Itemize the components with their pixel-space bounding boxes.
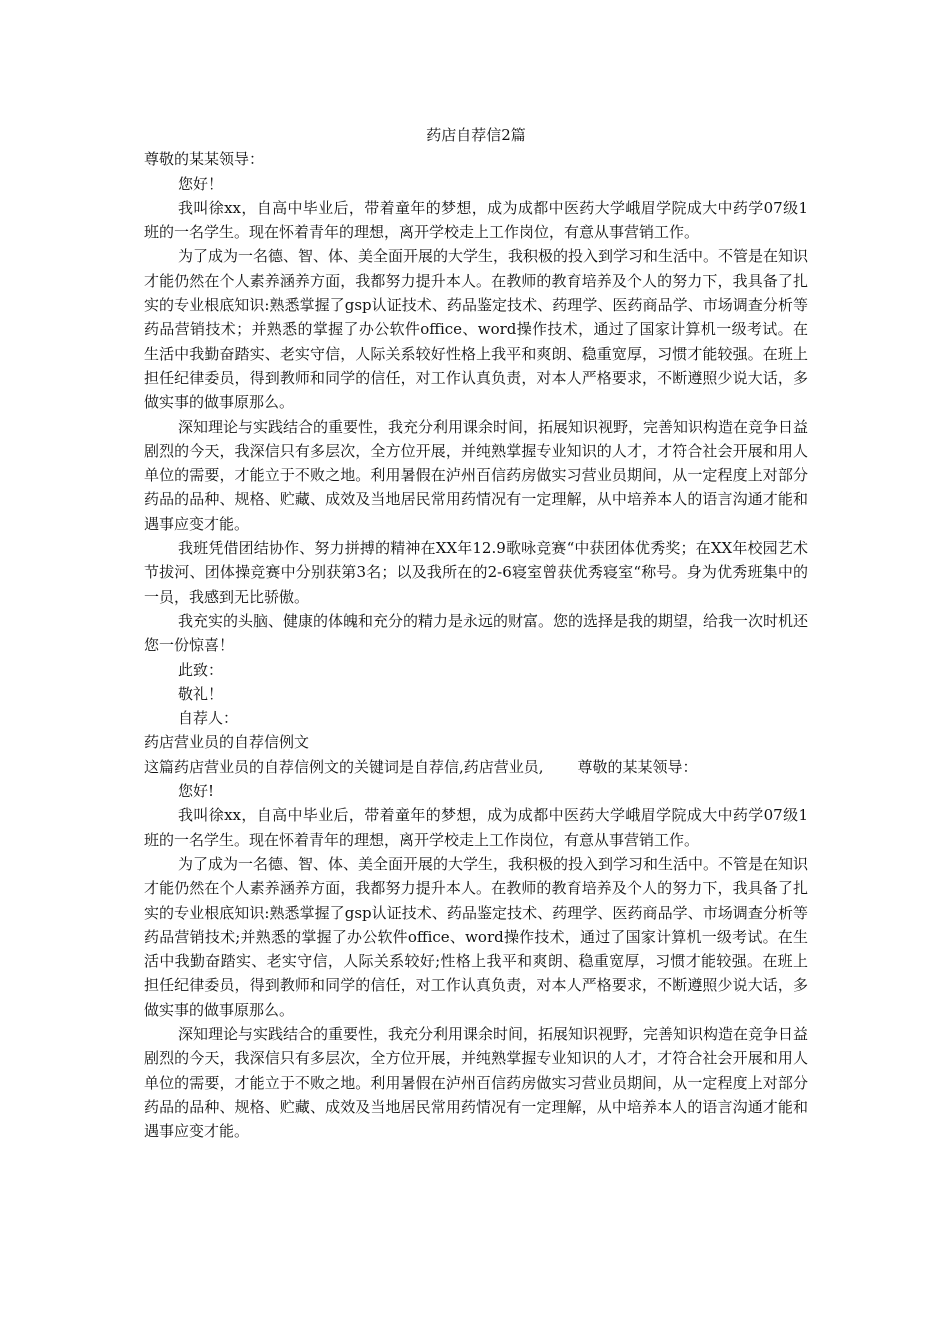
letter2-paragraph: 深知理论与实践结合的重要性，我充分利用课余时间，拓展知识视野，完善知识构造在竞争日益剧烈的今天，我深信只有多层次，全方位开展，并纯熟掌握专业知识的人才，才符合社会开展和用人单位的需要，才能立于不败之地。利用暑假在泸州百信药房做实习营业员期间，从一定程度上对部分药品的品种、规格、贮藏、成效及当地居民常用药情况有一定理解，从中培养本人的语言沟通才能和遇事应变才能。 [144,1024,809,1141]
letter1-paragraph: 我叫徐xx，自高中毕业后，带着童年的梦想，成为成都中医药大学峨眉学院成大中药学07级1班的一名学生。现在怀着青年的理想，离开学校走上工作岗位，有意从事营销工作。 [144,198,808,242]
letter2-keywords-line [144,755,808,779]
letter1-paragraph: 深知理论与实践结合的重要性，我充分利用课余时间，拓展知识视野，完善知识构造在竞争日益剧烈的今天，我深信只有多层次，全方位开展，并纯熟掌握专业知识的人才，才符合社会开展和用人单位的需要，才能立于不败之地。利用暑假在泸州百信药房做实习营业员期间，从一定程度上对部分药品的品种、规格、贮藏、成效及当地居民常用药情况有一定理解，从中培养本人的语言沟通才能和遇事应变才能。 [144,417,809,533]
letter1-greeting: 您好！ [178,174,224,193]
letter1-paragraph: 我班凭借团结协作、努力拼搏的精神在XX年12.9歌咏竞赛“中获团体优秀奖；在XX年校园艺术节拔河、团体操竞赛中分别获第3名；以及我所在的2-6寝室曾获优秀寝室“称号。身为优秀班集中的一员，我感到无比骄傲。 [144,539,808,606]
letter2-salutation: 尊敬的某某领导： [577,757,698,776]
letter1-paragraph: 我充实的头脑、健康的体魄和充分的精力是永远的财富。您的选择是我的期望，给我一次时机还您一份惊喜！ [144,611,809,655]
document-title: 药店自荐信2篇 [426,126,526,144]
letter1-salutation: 尊敬的某某领导： [144,150,265,169]
letter2-heading: 药店营业员的自荐信例文 [144,733,310,752]
document-body [144,123,808,1143]
letter2-keywords: 这篇药店营业员的自荐信例文的关键词是自荐信,药店营业员, [144,757,544,776]
letter1-signature: 自荐人： [178,709,239,728]
letter2-paragraph: 我叫徐xx，自高中毕业后，带着童年的梦想，成为成都中医药大学峨眉学院成大中药学07级1班的一名学生。现在怀着青年的理想，离开学校走上工作岗位，有意从事营销工作。 [144,806,808,849]
letter1-regards: 敬礼！ [178,684,224,703]
letter1-closing: 此致： [178,660,224,679]
letter2-paragraph: 为了成为一名德、智、体、美全面开展的大学生，我积极的投入到学习和生活中。不管是在知识才能仍然在个人素养涵养方面，我都努力提升本人。在教师的教育培养及个人的努力下，我具备了扎实的专业根底知识:熟悉掌握了gsp认证技术、药品鉴定技术、药理学、医药商品学、市场调查分析等药品营销技术;并熟悉的掌握了办公软件office、word操作技术，通过了国家计算机一级考试。在生活中我勤奋踏实、老实守信，人际关系较好;性格上我平和爽朗、稳重宽厚，习惯才能较强。在班上担任纪律委员，得到教师和同学的信任，对工作认真负责，对本人严格要求，不断遵照少说大话，多做实事的做事原那么。 [144,854,809,1019]
letter1-paragraph: 为了成为一名德、智、体、美全面开展的大学生，我积极的投入到学习和生活中。不管是在知识才能仍然在个人素养涵养方面，我都努力提升本人。在教师的教育培养及个人的努力下，我具备了扎实的专业根底知识:熟悉掌握了gsp认证技术、药品鉴定技术、药理学、医药商品学、市场调查分析等药品营销技术；并熟悉的掌握了办公软件office、word操作技术，通过了国家计算机一级考试。在生活中我勤奋踏实、老实守信，人际关系较好性格上我平和爽朗、稳重宽厚，习惯才能较强。在班上担任纪律委员，得到教师和同学的信任，对工作认真负责，对本人严格要求，不断遵照少说大话，多做实事的做事原那么。 [144,247,809,412]
letter2-greeting: 您好! [178,782,215,801]
